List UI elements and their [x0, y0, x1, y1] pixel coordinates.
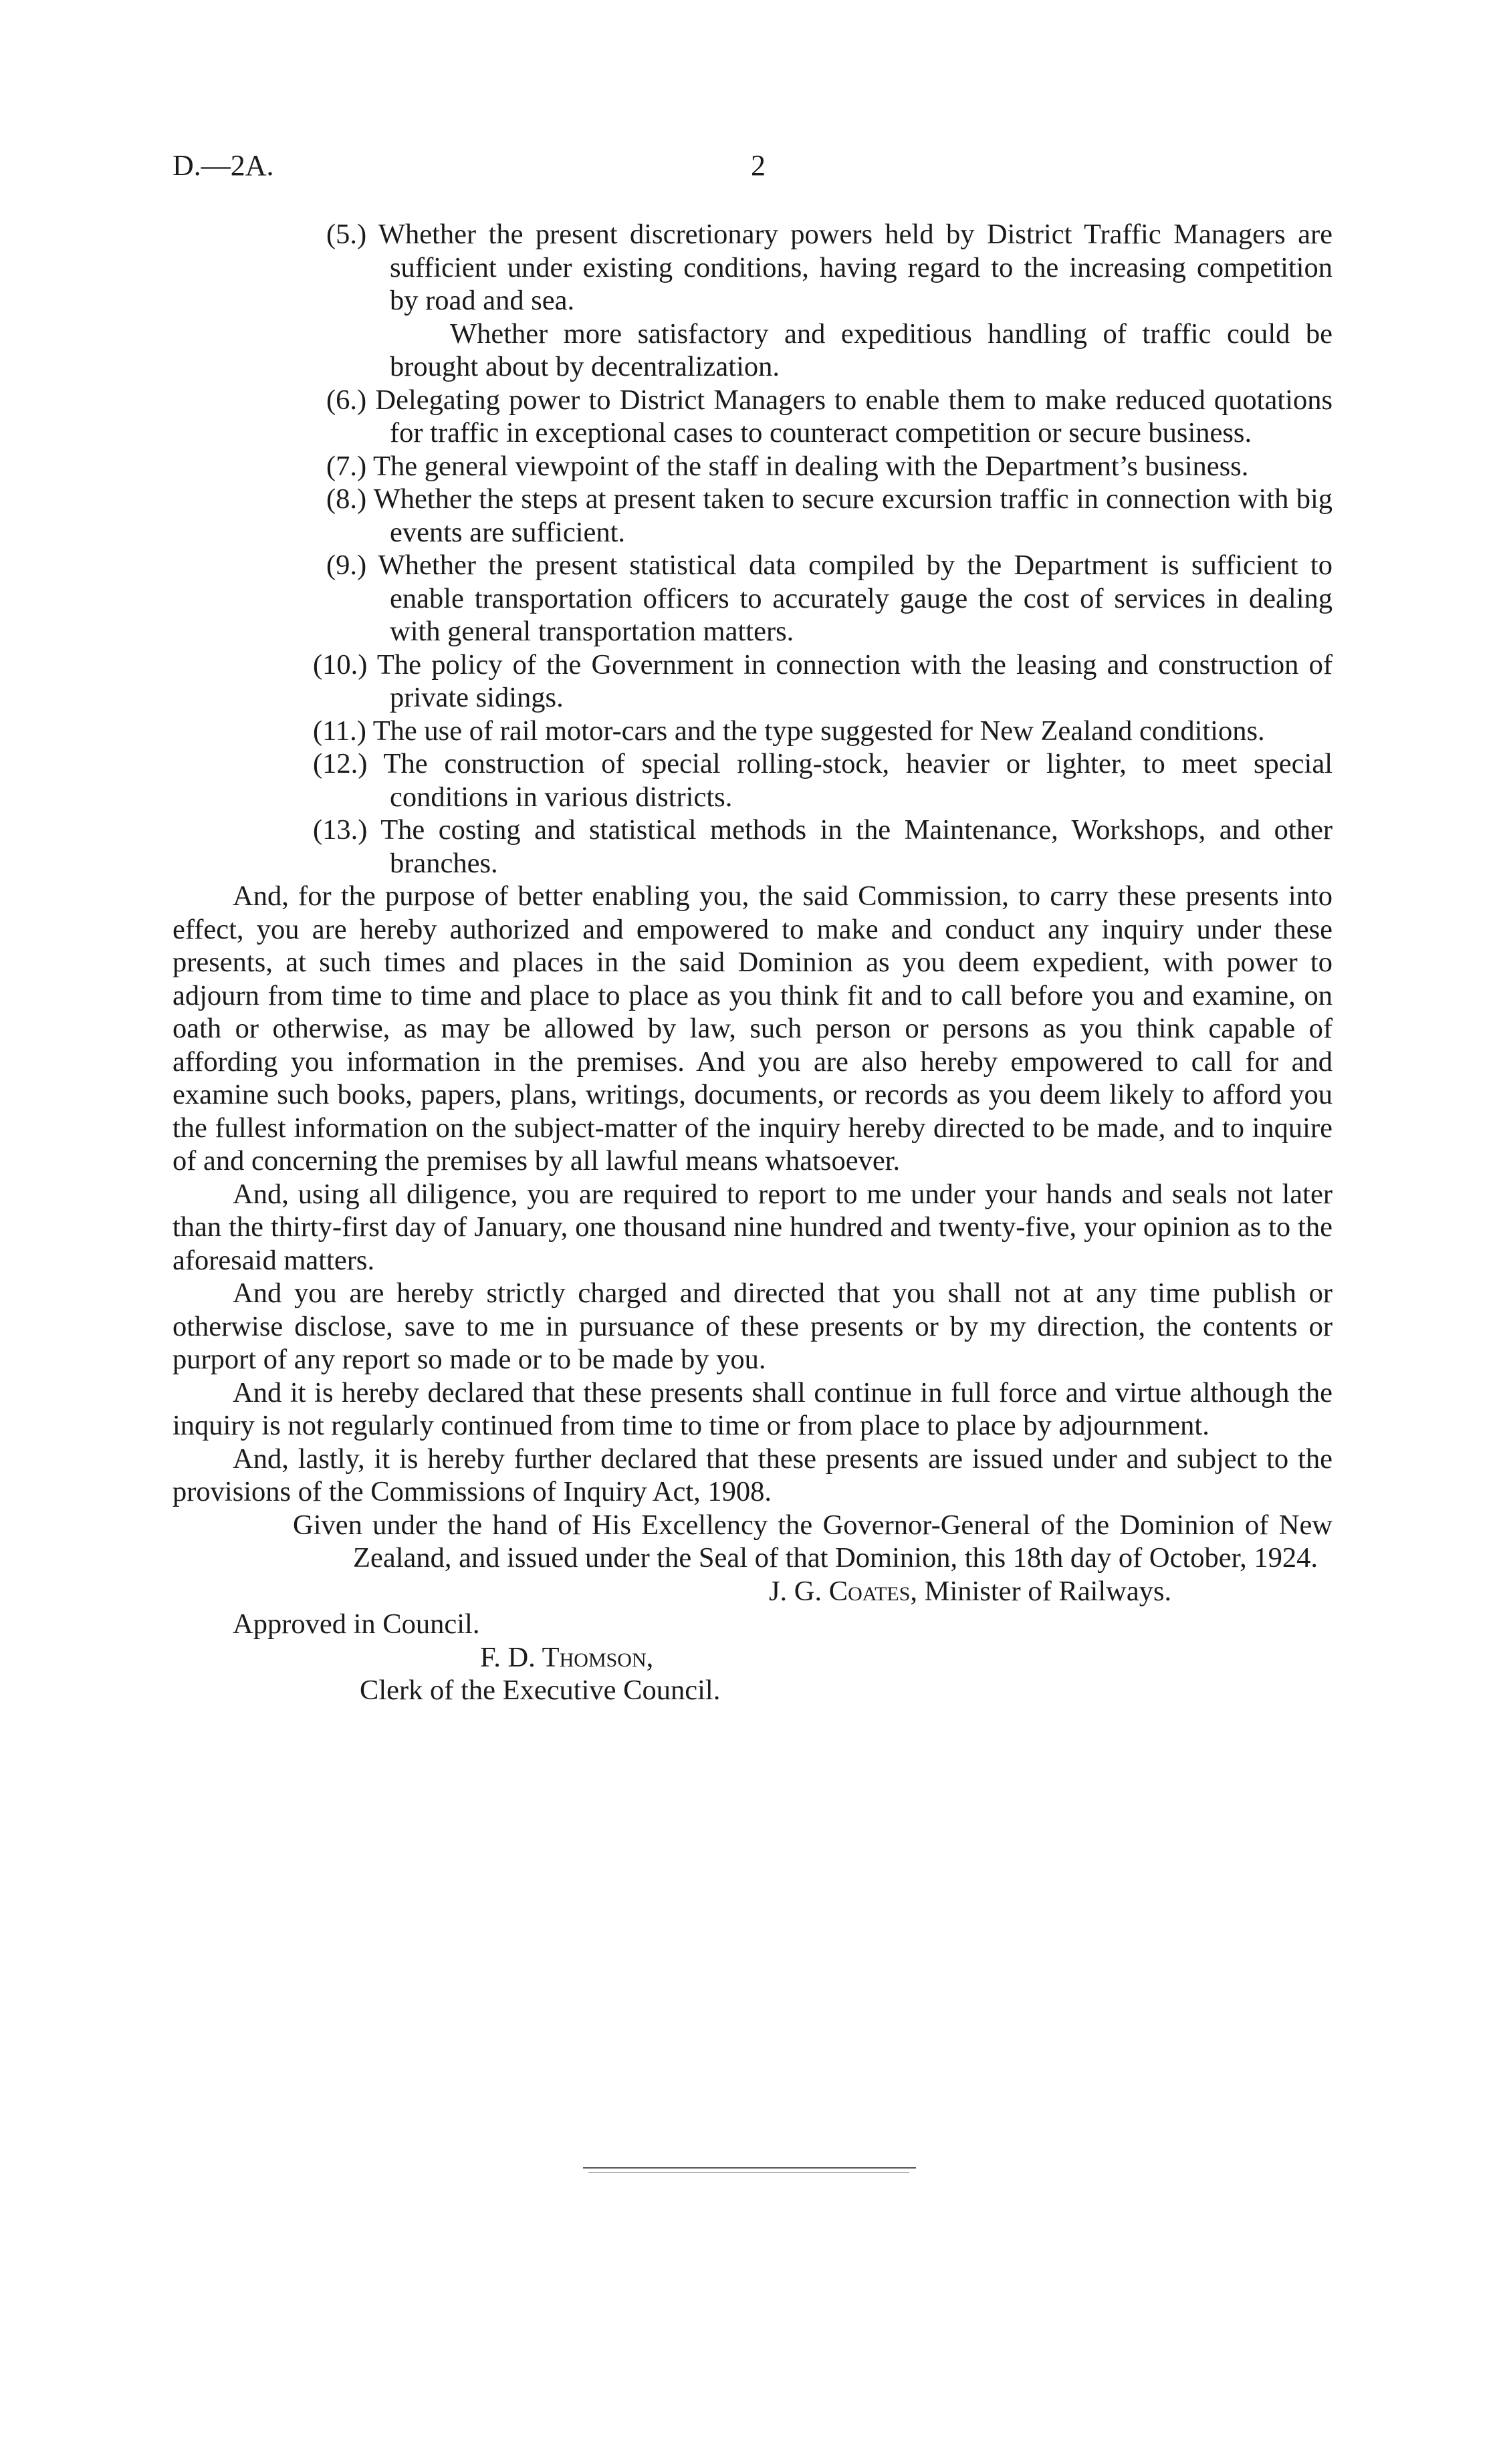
document-reference: D.—2A.	[172, 149, 274, 182]
item-label: (12.)	[313, 748, 368, 779]
item-text: The general viewpoint of the staff in dealing with the Department’s business.	[373, 450, 1249, 482]
list-item-7	[172, 450, 1333, 483]
paragraph-report-deadline: And, using all diligence, you are required to report to me under your hands and seals not later than the thirty-first day of January, one thousand nine hundred and twenty-five, your opinion as to the aforesaid matters.	[172, 1178, 1333, 1276]
item-label: (6.)	[326, 384, 367, 416]
item-label: (10.)	[313, 648, 368, 681]
list-item-5	[172, 218, 1333, 318]
paragraph-act-reference: And, lastly, it is hereby further declared that these presents are issued under and subject to the provisions of the Commissions of Inquiry Act, 1908.	[172, 1443, 1333, 1507]
clerk-title: Clerk of the Executive Council.	[360, 1675, 721, 1706]
item-label: (8.)	[326, 483, 367, 515]
approved-in-council: Approved in Council.	[233, 1608, 480, 1640]
paragraph-continuation: And it is hereby declared that these presents shall continue in full force and virtue although the inquiry is not regularly continued from time to time or from place to place by adjournment.	[172, 1376, 1333, 1441]
item-text: The construction of special rolling-stock, heavier or lighter, to meet special conditions in various districts.	[383, 748, 1333, 813]
list-item-12	[172, 747, 1333, 814]
minister-name: J. G. Coates,	[769, 1575, 918, 1607]
minister-title: Minister of Railways.	[917, 1575, 1172, 1607]
paragraph-confidentiality: And you are hereby strictly charged and directed that you shall not at any time publish or otherwise disclose, save to me in pursuance of these presents or by my direction, the contents or purport of any report so made or to be made by you.	[172, 1277, 1333, 1375]
list-item-8	[172, 483, 1333, 549]
list-item-5-continuation: Whether more satisfactory and expeditious handling of traffic could be brought about by decentralization.	[390, 318, 1333, 382]
item-label: (9.)	[326, 549, 367, 581]
paragraph-inquiry-powers: And, for the purpose of better enabling you, the said Commission, to carry these presents into effect, you are hereby authorized and empowered to make and conduct any inquiry under these presents, at such times and places in the said Dominion as you deem expedient, with power to adjourn from time to time and place to place as you think fit and to call before you and examine, on oath or otherwise, as may be allowed by law, such person or persons as you think capable of affording you information in the premises. And you are also hereby empowered to call for and examine such books, papers, plans, writings, documents, or records as you deem likely to afford you the fullest information on the subject-matter of the inquiry hereby directed to be made, and to inquire of and concerning the premises by all lawful means whatsoever.	[172, 880, 1333, 1177]
end-divider	[583, 2167, 916, 2169]
item-text: Whether the present discretionary powers held by District Traffic Managers are sufficient under existing conditions, having regard to the increasing competition by road and sea.	[378, 219, 1333, 316]
given-under-hand: Given under the hand of His Excellency the Governor-General of the Dominion of New Zealand, and issued under the Seal of that Dominion, this 18th day of October, 1924.	[293, 1509, 1333, 1574]
item-label: (5.)	[326, 219, 367, 250]
list-item-6	[172, 384, 1333, 450]
page-header	[172, 148, 1329, 189]
end-divider-inner	[588, 2172, 909, 2173]
clerk-name: F. D. Thomson,	[480, 1641, 654, 1673]
document-body	[172, 218, 1333, 1707]
page-number: 2	[751, 149, 766, 182]
list-item-10	[172, 648, 1333, 715]
minister-signature	[172, 1575, 1333, 1608]
item-text: Delegating power to District Managers to enable them to make reduced quotations for traffic in exceptional cases to counteract competition or secure business.	[375, 384, 1333, 449]
item-text: The policy of the Government in connection with the leasing and construction of private sidings.	[376, 648, 1333, 713]
item-text: Whether the present statistical data compiled by the Department is sufficient to enable transportation officers to accurately gauge the cost of services in dealing with general transportation matters.	[378, 549, 1333, 647]
item-label: (7.)	[326, 450, 367, 482]
list-item-9	[172, 549, 1333, 648]
item-text: Whether the steps at present taken to secure excursion traffic in connection with big events are sufficient.	[373, 483, 1333, 548]
item-label: (13.)	[313, 814, 368, 846]
item-text: The costing and statistical methods in the Maintenance, Workshops, and other branches.	[380, 814, 1333, 879]
list-item-11	[172, 715, 1333, 748]
list-item-13	[172, 814, 1333, 880]
item-label: (11.)	[313, 715, 366, 747]
item-text: The use of rail motor-cars and the type suggested for New Zealand conditions.	[372, 715, 1265, 747]
